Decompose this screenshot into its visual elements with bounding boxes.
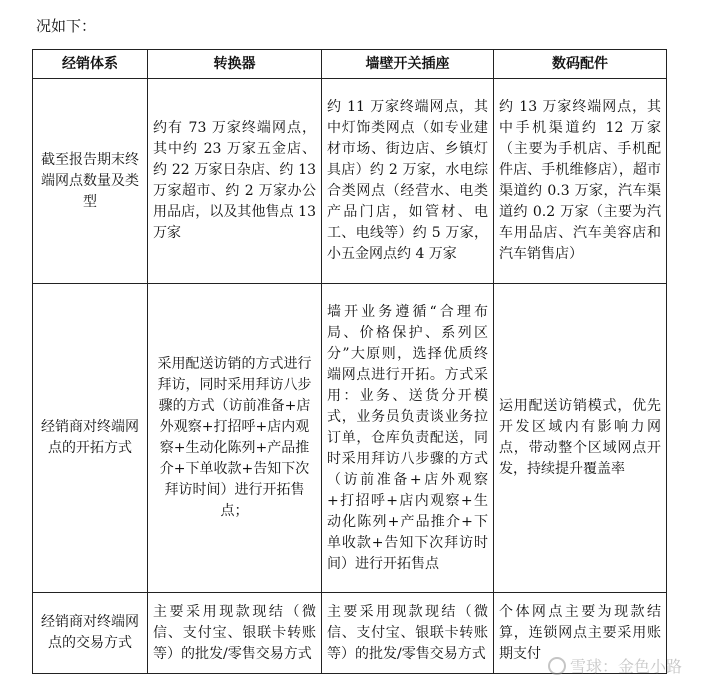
watermark [548, 654, 682, 677]
row-label: 经销商对终端网点的交易方式 [33, 593, 148, 674]
row-label: 截至报告期末终端网点数量及类型 [33, 79, 148, 284]
header-wall-switch: 墙壁开关插座 [322, 50, 494, 79]
cell-wall-switch: 主要采用现款现结（微信、支付宝、银联卡转账等）的批发/零售交易方式 [322, 593, 494, 674]
cell-digital: 个体网点主要为现款结算，连锁网点主要采用账期支付 [494, 593, 667, 674]
intro-text: 况如下： [36, 17, 97, 35]
cell-digital: 约 13 万家终端网点，其中手机渠道约 12 万家（主要为手机店、手机配件店、手机维修店），超市渠道约 0.3 万家，汽车渠道约 0.2 万家（主要为汽车用品店、汽车美容店和汽车销售店） [494, 79, 667, 284]
distribution-table [32, 49, 667, 674]
cell-converter: 采用配送访销的方式进行拜访，同时采用拜访八步骤的方式（访前准备+店外观察+打招呼+店内观察+生动化陈列+产品推介+下单收款+告知下次拜访时间）进行开拓售点； [148, 284, 322, 593]
row-label: 经销商对终端网点的开拓方式 [33, 284, 148, 593]
cell-converter: 主要采用现款现结（微信、支付宝、银联卡转账等）的批发/零售交易方式 [148, 593, 322, 674]
cell-wall-switch: 墙开业务遵循“合理布局、价格保护、系列区分”大原则，选择优质终端网点进行开拓。方式采用：业务、送货分开模式，业务员负责谈业务拉订单，仓库负责配送，同时采用拜访八步骤的方式（访前准备+店外观察+打招呼+店内观察+生动化陈列+产品推介+下单收款+告知下次拜访时间）进行开拓售点 [322, 284, 494, 593]
header-converter: 转换器 [148, 50, 322, 79]
cell-converter: 约有 73 万家终端网点，其中约 23 万家五金店、约 22 万家日杂店、约 13 万家超市、约 2 万家办公用品店，以及其他售点 13 万家 [148, 79, 322, 284]
watermark-text: 雪球：金色小路 [569, 657, 682, 676]
snowball-logo-icon [548, 657, 566, 675]
header-digital-accessories: 数码配件 [494, 50, 667, 79]
cell-wall-switch: 约 11 万家终端网点，其中灯饰类网点（如专业建材市场、街边店、乡镇灯具店）约 2 万家，水电综合类网点（经营水、电类产品门店，如管材、电工、电线等）约 5 万家，小五金网点约 4 万家 [322, 79, 494, 284]
table-header-row [33, 50, 667, 79]
cell-digital: 运用配送访销模式，优先开发区域内有影响力网点，带动整个区域网点开发，持续提升覆盖率 [494, 284, 667, 593]
table-row [33, 79, 667, 284]
table-row [33, 284, 667, 593]
header-distribution-system: 经销体系 [33, 50, 148, 79]
